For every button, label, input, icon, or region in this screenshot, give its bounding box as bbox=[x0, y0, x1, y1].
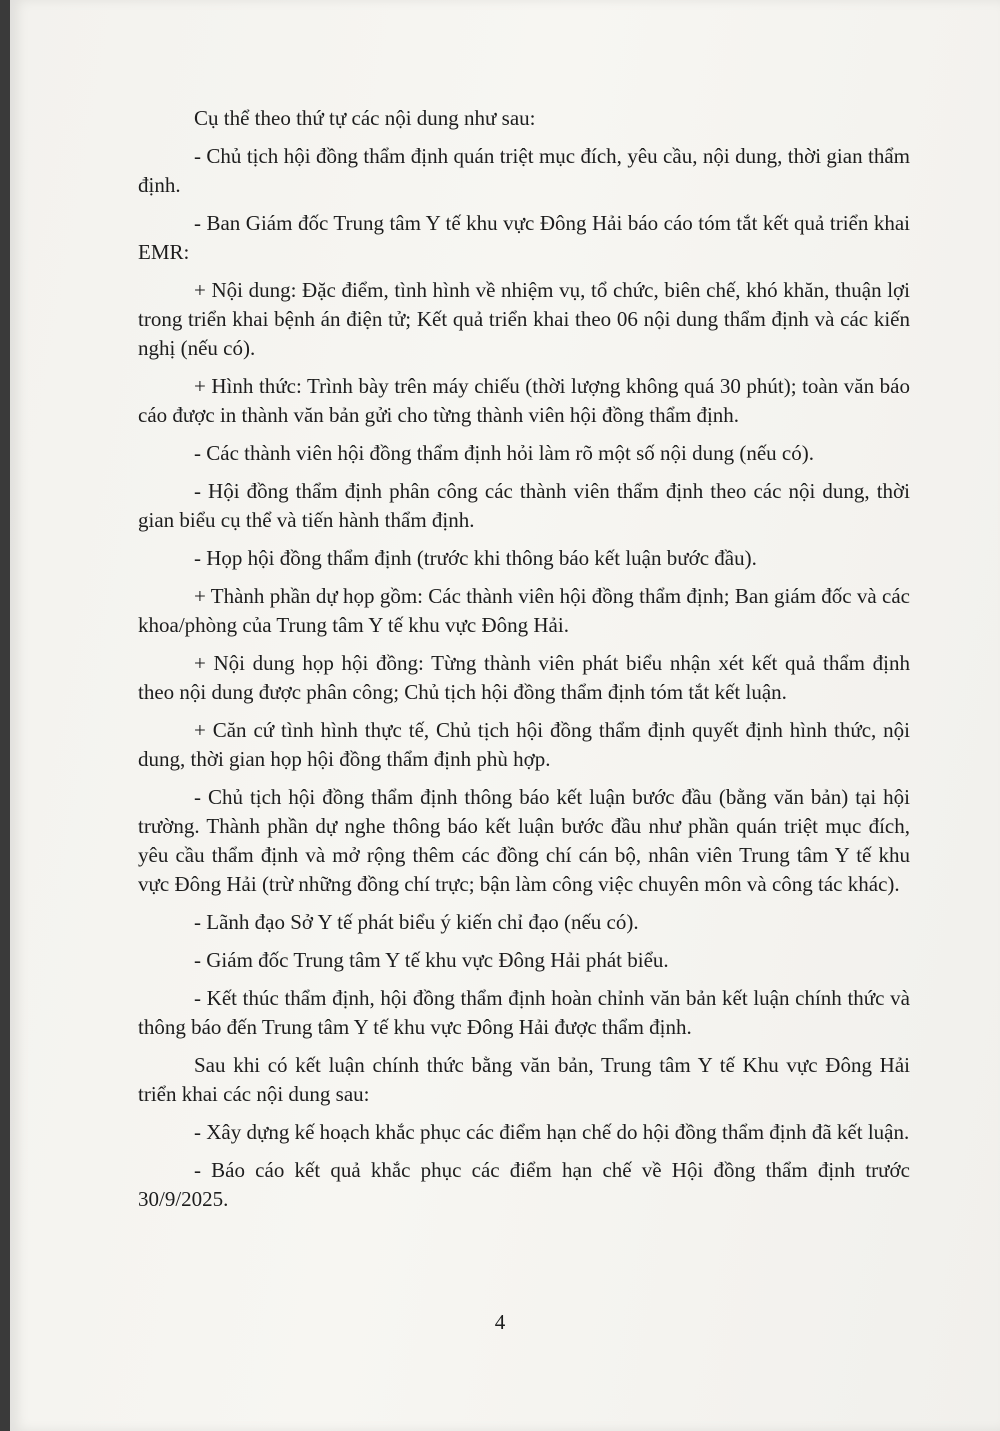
paragraph: - Ban Giám đốc Trung tâm Y tế khu vực Đông Hải báo cáo tóm tắt kết quả triển khai EMR: bbox=[138, 211, 910, 264]
paragraph: + Hình thức: Trình bày trên máy chiếu (thời lượng không quá 30 phút); toàn văn báo cáo được in thành văn bản gửi cho từng thành viên hội đồng thẩm định. bbox=[138, 374, 910, 427]
paragraph: - Chủ tịch hội đồng thẩm định thông báo kết luận bước đầu (bằng văn bản) tại hội trường. Thành phần dự nghe thông báo kết luận bước đầu như phần quán triệt mục đích, yêu cầu thẩm định và mở rộng thêm các đồng chí cán bộ, nhân viên Trung tâm Y tế khu vực Đông Hải (trừ những đồng chí trực; bận làm công việc chuyên môn và công tác khác). bbox=[138, 785, 910, 896]
paragraph: - Kết thúc thẩm định, hội đồng thẩm định hoàn chỉnh văn bản kết luận chính thức và thông báo đến Trung tâm Y tế khu vực Đông Hải được thẩm định. bbox=[138, 986, 910, 1039]
paragraph: + Nội dung họp hội đồng: Từng thành viên phát biểu nhận xét kết quả thẩm định theo nội dung được phân công; Chủ tịch hội đồng thẩm định tóm tắt kết luận. bbox=[138, 651, 910, 704]
page-number: 4 bbox=[494, 1310, 506, 1334]
paragraph: + Nội dung: Đặc điểm, tình hình về nhiệm vụ, tổ chức, biên chế, khó khăn, thuận lợi trong triển khai bệnh án điện tử; Kết quả triển khai theo 06 nội dung thẩm định và các kiến nghị (nếu có). bbox=[138, 278, 910, 360]
paragraph: - Lãnh đạo Sở Y tế phát biểu ý kiến chỉ đạo (nếu có). bbox=[194, 910, 639, 934]
paragraph: Cụ thể theo thứ tự các nội dung như sau: bbox=[194, 106, 536, 130]
paragraph: + Thành phần dự họp gồm: Các thành viên hội đồng thẩm định; Ban giám đốc và các khoa/phòng của Trung tâm Y tế khu vực Đông Hải. bbox=[138, 584, 910, 637]
paragraph: - Chủ tịch hội đồng thẩm định quán triệt mục đích, yêu cầu, nội dung, thời gian thẩm định. bbox=[138, 144, 910, 197]
paragraph: - Giám đốc Trung tâm Y tế khu vực Đông Hải phát biểu. bbox=[194, 948, 669, 972]
paragraph: - Các thành viên hội đồng thẩm định hỏi làm rõ một số nội dung (nếu có). bbox=[194, 441, 814, 465]
document-page bbox=[10, 0, 1000, 1431]
document-body bbox=[138, 104, 910, 1223]
paragraph: + Căn cứ tình hình thực tế, Chủ tịch hội đồng thẩm định quyết định hình thức, nội dung, thời gian họp hội đồng thẩm định phù hợp. bbox=[138, 718, 910, 771]
paragraph: Sau khi có kết luận chính thức bằng văn bản, Trung tâm Y tế Khu vực Đông Hải triển khai các nội dung sau: bbox=[138, 1053, 910, 1106]
paragraph: - Xây dựng kế hoạch khắc phục các điểm hạn chế do hội đồng thẩm định đã kết luận. bbox=[194, 1120, 910, 1144]
paragraph: - Hội đồng thẩm định phân công các thành viên thẩm định theo các nội dung, thời gian biểu cụ thể và tiến hành thẩm định. bbox=[138, 479, 910, 532]
paragraph: - Họp hội đồng thẩm định (trước khi thông báo kết luận bước đầu). bbox=[194, 546, 757, 570]
paragraph: - Báo cáo kết quả khắc phục các điểm hạn chế về Hội đồng thẩm định trước 30/9/2025. bbox=[138, 1158, 910, 1211]
